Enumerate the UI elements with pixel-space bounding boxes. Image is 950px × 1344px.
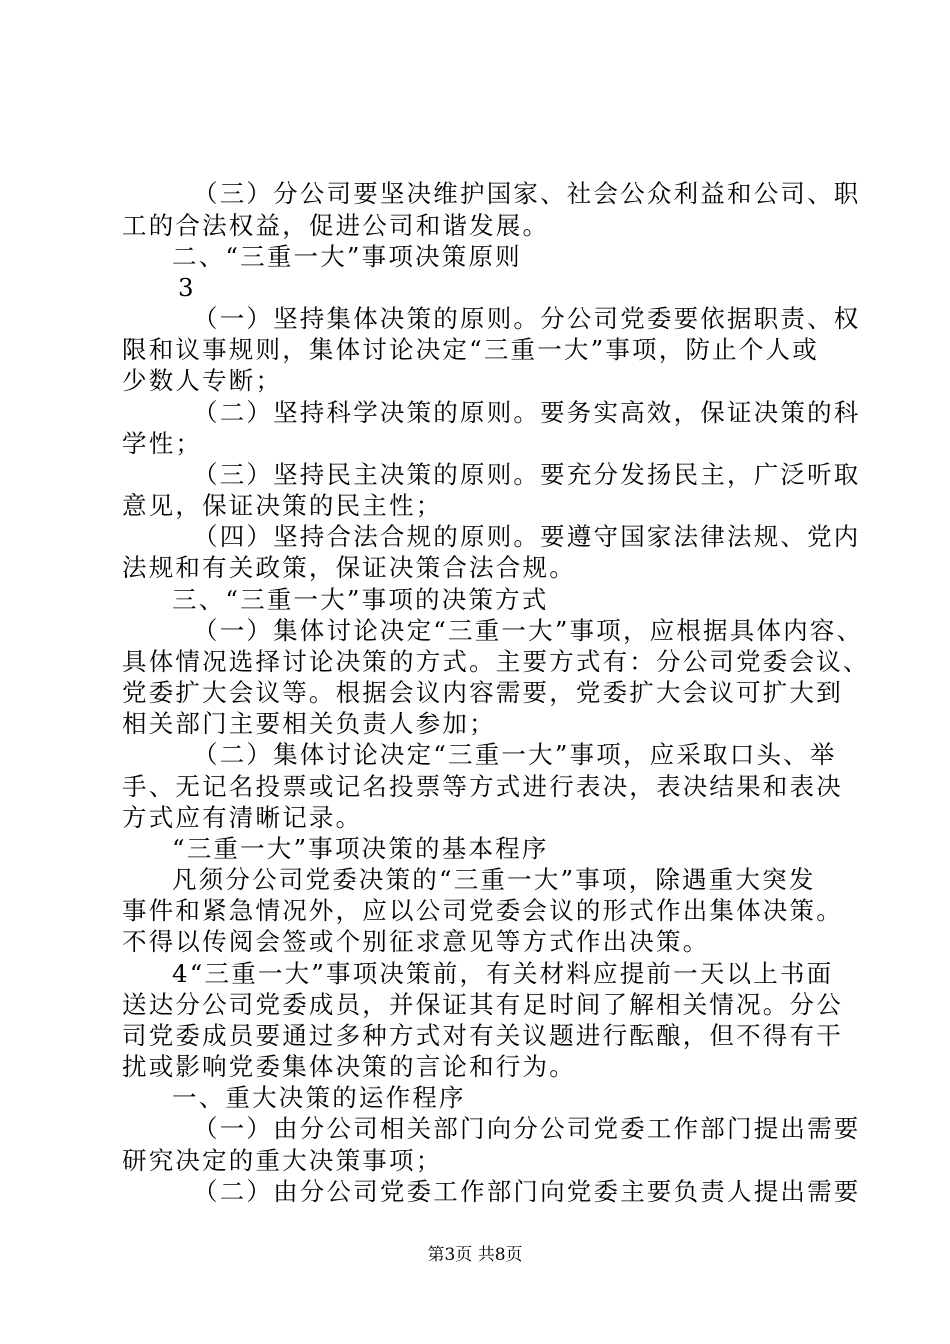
section-heading: 二、“三重一大”事项决策原则 <box>172 242 522 271</box>
paragraph-line: 送达分公司党委成员，并保证其有足时间了解相关情况。分公 <box>122 990 843 1019</box>
paragraph-line: （一）集体讨论决定“三重一大”事项，应根据具体内容、 <box>193 616 864 645</box>
paragraph-line: （一）坚持集体决策的原则。分公司党委要依据职责、权 <box>193 304 861 333</box>
paragraph-line: （三）坚持民主决策的原则。要充分发扬民主，广泛听取 <box>193 460 861 489</box>
section-heading: 一、重大决策的运作程序 <box>172 1083 466 1112</box>
paragraph-line: 4“三重一大”事项决策前，有关材料应提前一天以上书面 <box>172 959 834 988</box>
paragraph-line: 学性； <box>122 429 203 458</box>
paragraph-line: 手、无记名投票或记名投票等方式进行表决，表决结果和表决 <box>122 772 843 801</box>
paragraph-line: 具体情况选择讨论决策的方式。主要方式有：分公司党委会议、 <box>122 647 870 676</box>
paragraph-line: 相关部门主要相关负责人参加； <box>122 709 496 738</box>
paragraph-line: （三）分公司要坚决维护国家、社会公众利益和公司、职 <box>193 179 861 208</box>
paragraph-line: （二）集体讨论决定“三重一大”事项，应采取口头、举 <box>193 740 837 769</box>
page-number-footer: 第3页 共8页 <box>427 1245 523 1265</box>
paragraph-line: （一）由分公司相关部门向分公司党委工作部门提出需要 <box>193 1114 861 1143</box>
paragraph-line: 凡须分公司党委决策的“三重一大”事项，除遇重大突发 <box>172 865 816 894</box>
paragraph-line: （二）坚持科学决策的原则。要务实高效，保证决策的科 <box>193 398 861 427</box>
paragraph-line: 方式应有清晰记录。 <box>122 803 363 832</box>
section-heading: “三重一大”事项决策的基本程序 <box>172 834 549 863</box>
paragraph-line: （四）坚持合法合规的原则。要遵守国家法律法规、党内 <box>193 522 861 551</box>
paragraph-line: 法规和有关政策，保证决策合法合规。 <box>122 553 576 582</box>
paragraph-line: （二）由分公司党委工作部门向党委主要负责人提出需要 <box>193 1177 861 1206</box>
paragraph-line: 事件和紧急情况外，应以公司党委会议的形式作出集体决策。 <box>122 896 843 925</box>
section-heading: 三、“三重一大”事项的决策方式 <box>172 585 549 614</box>
paragraph-line: 3 <box>178 273 196 302</box>
paragraph-line: 扰或影响党委集体决策的言论和行为。 <box>122 1052 576 1081</box>
paragraph-line: 限和议事规则，集体讨论决定“三重一大”事项，防止个人或 <box>122 335 819 364</box>
paragraph-line: 意见，保证决策的民主性； <box>122 491 443 520</box>
paragraph-line: 工的合法权益，促进公司和谐发展。 <box>122 211 550 240</box>
paragraph-line: 司党委成员要通过多种方式对有关议题进行酝酿，但不得有干 <box>122 1021 843 1050</box>
paragraph-line: 少数人专断； <box>122 366 283 395</box>
paragraph-line: 党委扩大会议等。根据会议内容需要，党委扩大会议可扩大到 <box>122 678 843 707</box>
paragraph-line: 不得以传阅会签或个别征求意见等方式作出决策。 <box>122 927 710 956</box>
paragraph-line: 研究决定的重大决策事项； <box>122 1146 443 1175</box>
